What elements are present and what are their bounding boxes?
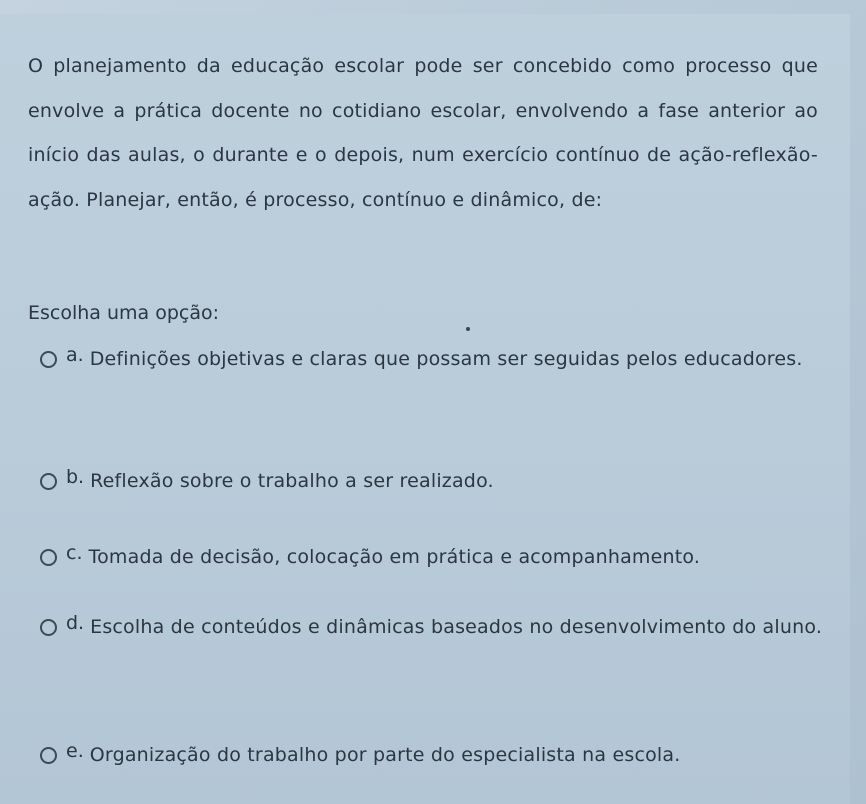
option-letter: b. — [66, 466, 85, 488]
option-letter: a. — [66, 344, 84, 366]
option-text[interactable]: Tomada de decisão, colocação em prática e acompanhamento. — [88, 546, 701, 568]
radio-button-a[interactable] — [40, 351, 57, 368]
radio-button-c[interactable] — [40, 549, 57, 566]
stray-dot — [466, 327, 470, 331]
option-text[interactable]: Escolha de conteúdos e dinâmicas baseados no desenvolvimento do aluno. — [90, 616, 823, 638]
option-a[interactable] — [40, 344, 825, 384]
radio-button-e[interactable] — [40, 747, 57, 764]
option-b[interactable] — [40, 466, 825, 506]
option-c[interactable] — [40, 542, 825, 582]
option-text[interactable]: Definições objetivas e claras que possam ser seguidas pelos educadores. — [89, 348, 803, 370]
radio-button-b[interactable] — [40, 473, 57, 490]
option-text[interactable]: Organização do trabalho por parte do especialista na escola. — [89, 744, 681, 766]
option-d[interactable] — [40, 612, 825, 652]
question-card — [0, 14, 850, 804]
option-letter: d. — [66, 612, 85, 634]
question-text: O planejamento da educação escolar pode ser concebido como processo que envolve a prática docente no cotidiano escolar, envolvendo a fase anterior ao início das aulas, o durante e o depois, num exercício contínuo de ação-reflexão-ação. Planejar, então, é processo, contínuo e dinâmico, de: — [28, 55, 818, 211]
option-letter: e. — [66, 740, 84, 762]
option-letter: c. — [66, 542, 83, 564]
radio-button-d[interactable] — [40, 619, 57, 636]
option-text[interactable]: Reflexão sobre o trabalho a ser realizado. — [90, 470, 494, 492]
choice-prompt: Escolha uma opção: — [28, 302, 220, 324]
option-e[interactable] — [40, 740, 825, 780]
